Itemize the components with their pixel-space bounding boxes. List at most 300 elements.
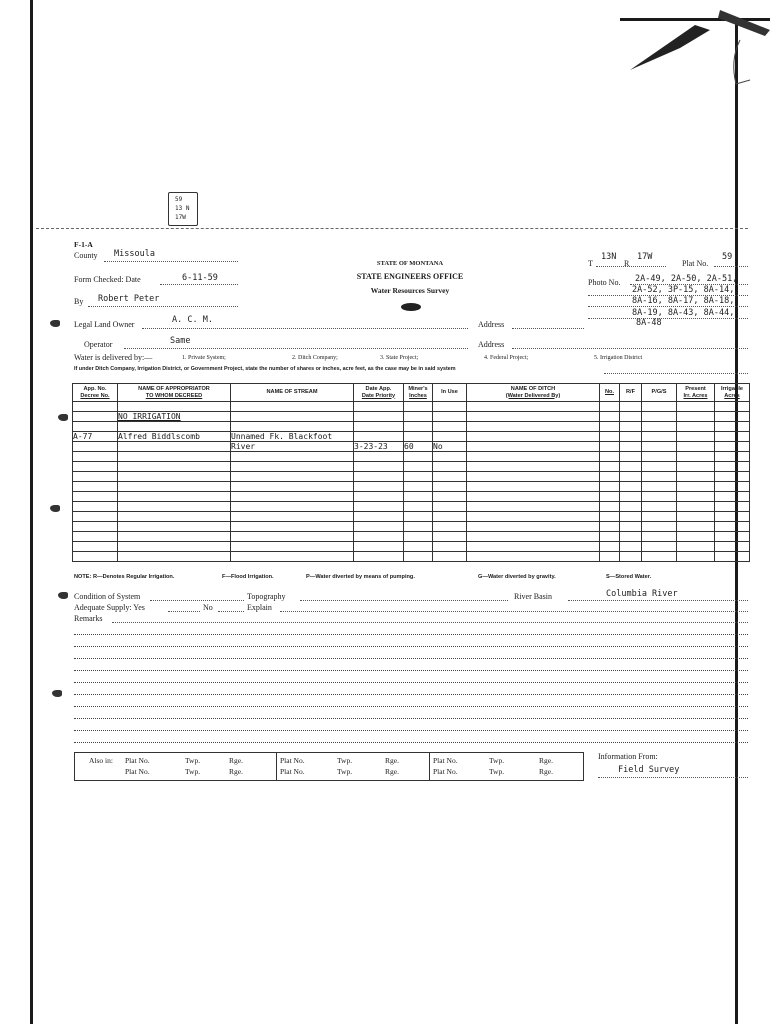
table-row [73, 472, 750, 482]
cell-miners-inches [404, 422, 433, 432]
cell-present-acres [677, 472, 715, 482]
cell-miners-inches [404, 532, 433, 542]
cell-miners-inches [404, 482, 433, 492]
table-row [73, 482, 750, 492]
cell-pgs [642, 462, 677, 472]
cell-rf [620, 522, 642, 532]
cell-appropriator [118, 542, 231, 552]
cell-appropriator [118, 422, 231, 432]
cell-present-acres [677, 452, 715, 462]
cell-app-no [73, 542, 118, 552]
cell-stream [231, 512, 354, 522]
rge-label: Rge. [385, 756, 399, 765]
cell-date-app [354, 412, 404, 422]
cell-rf [620, 492, 642, 502]
rge-label: Rge. [229, 767, 243, 776]
cell-ditch [467, 512, 600, 522]
cell-ditch [467, 522, 600, 532]
cell-date-app [354, 462, 404, 472]
cell-rf [620, 462, 642, 472]
table-row [73, 532, 750, 542]
by-label: By [74, 297, 84, 306]
photo-value-4: 8A-19, 8A-43, 8A-44, [632, 308, 735, 318]
cell-date-app [354, 502, 404, 512]
option-private-system: 1. Private System; [182, 355, 226, 361]
remarks-line [74, 706, 748, 707]
rge-label: Rge. [229, 756, 243, 765]
operator-address-label: Address [478, 340, 505, 349]
cell-stream [231, 412, 354, 422]
information-line [598, 777, 748, 778]
binder-hole-mark [50, 505, 60, 512]
table-row [73, 492, 750, 502]
note-regular: NOTE: R—Denotes Regular Irrigation. [74, 574, 175, 580]
cell-date-app [354, 542, 404, 552]
river-basin-label: River Basin [514, 592, 552, 601]
cell-in-use [433, 502, 467, 512]
cell-no [600, 522, 620, 532]
cell-no [600, 482, 620, 492]
r-label: R [624, 259, 630, 268]
photo-label: Photo No. [588, 278, 621, 287]
form-code: F-1-A [74, 240, 93, 249]
cell-present-acres [677, 552, 715, 562]
also-in-box [74, 752, 584, 781]
form-checked-date: 6-11-59 [182, 273, 218, 283]
plat-stamp [168, 192, 198, 226]
cell-pgs [642, 512, 677, 522]
option-federal-project: 4. Federal Project; [484, 355, 529, 361]
header-survey: Water Resources Survey [370, 286, 450, 295]
note-stored: S—Stored Water. [606, 574, 652, 580]
county-label: County [74, 251, 98, 260]
table-row [73, 412, 750, 422]
binder-hole-mark [58, 592, 68, 599]
operator-label: Operator [84, 340, 113, 349]
cell-appropriator: NO IRRIGATION [118, 412, 231, 422]
ditch-instruction-line [604, 373, 748, 374]
table-header-row [73, 384, 750, 402]
cell-miners-inches: 60 [404, 442, 433, 452]
cell-rf [620, 432, 642, 442]
cell-no [600, 462, 620, 472]
cell-appropriator [118, 522, 231, 532]
photo-line-3 [588, 306, 748, 307]
cell-present-acres [677, 492, 715, 502]
plat-label: Plat No. [125, 767, 150, 776]
river-basin-value: Columbia River [606, 589, 678, 599]
cell-irrigable-acres [715, 432, 750, 442]
cell-pgs [642, 522, 677, 532]
cell-pgs [642, 532, 677, 542]
header-stream: NAME OF STREAM [231, 384, 354, 402]
cell-pgs [642, 542, 677, 552]
cell-stream [231, 522, 354, 532]
cell-irrigable-acres [715, 532, 750, 542]
appropriation-table [72, 383, 750, 562]
cell-appropriator [118, 462, 231, 472]
photo-value-3: 8A-16, 8A-17, 8A-18, [632, 296, 735, 306]
cell-miners-inches [404, 552, 433, 562]
owner-address-label: Address [478, 320, 505, 329]
cell-no [600, 542, 620, 552]
explain-label: Explain [247, 603, 272, 612]
cell-no [600, 442, 620, 452]
cell-app-no [73, 482, 118, 492]
cell-irrigable-acres [715, 502, 750, 512]
cell-in-use [433, 462, 467, 472]
cell-ditch [467, 542, 600, 552]
plat-line [714, 266, 748, 267]
cell-app-no [73, 512, 118, 522]
table-row [73, 522, 750, 532]
cell-date-app [354, 422, 404, 432]
cell-app-no [73, 402, 118, 412]
cell-present-acres [677, 542, 715, 552]
condition-label: Condition of System [74, 592, 141, 601]
plat-label: Plat No. [433, 756, 458, 765]
cell-no [600, 502, 620, 512]
cell-irrigable-acres [715, 462, 750, 472]
cell-in-use [433, 452, 467, 462]
cell-stream [231, 422, 354, 432]
cell-present-acres [677, 482, 715, 492]
cell-app-no [73, 452, 118, 462]
cell-irrigable-acres [715, 512, 750, 522]
note-flood: F—Flood Irrigation. [222, 574, 274, 580]
cell-pgs [642, 402, 677, 412]
table-row [73, 542, 750, 552]
cell-pgs [642, 472, 677, 482]
table-row [73, 452, 750, 462]
date-line [160, 284, 238, 285]
operator-address-line [512, 348, 748, 349]
cell-date-app: 3-23-23 [354, 442, 404, 452]
cell-present-acres [677, 512, 715, 522]
rge-label: Rge. [539, 767, 553, 776]
cell-pgs [642, 422, 677, 432]
note-pumping: P—Water diverted by means of pumping. [306, 574, 415, 580]
condition-line [150, 600, 244, 601]
owner-address-line [512, 328, 584, 329]
cell-ditch [467, 502, 600, 512]
plat-label: Plat No. [280, 756, 305, 765]
header-pgs: P/G/S [642, 384, 677, 402]
operator-line [124, 348, 468, 349]
cell-irrigable-acres [715, 482, 750, 492]
information-from-label: Information From: [598, 752, 658, 761]
twp-label: Twp. [185, 767, 201, 776]
cell-irrigable-acres [715, 542, 750, 552]
option-irrigation-district: 5. Irrigation District [594, 355, 643, 361]
operator-value: Same [170, 336, 191, 346]
no-label: No [203, 603, 213, 612]
cell-present-acres [677, 522, 715, 532]
cell-miners-inches [404, 502, 433, 512]
remarks-line [74, 658, 748, 659]
cell-present-acres [677, 432, 715, 442]
header-miners-inches: Miner's Inches [404, 384, 433, 402]
stamp-line-1: 59 [175, 196, 183, 203]
remarks-line [74, 694, 748, 695]
cell-rf [620, 412, 642, 422]
header-irrigable-acres: Irrigable Acres [715, 384, 750, 402]
cell-stream [231, 552, 354, 562]
cell-appropriator [118, 402, 231, 412]
left-page-edge [30, 0, 33, 1024]
cell-rf [620, 452, 642, 462]
topography-line [300, 600, 508, 601]
cell-date-app [354, 482, 404, 492]
cell-miners-inches [404, 452, 433, 462]
ditch-instruction: If under Ditch Company, Irrigation District, or Government Project, state the number of shares or inches, acre feet, as the case may be in said system [74, 366, 456, 372]
cell-app-no [73, 462, 118, 472]
cell-stream [231, 492, 354, 502]
cell-no [600, 552, 620, 562]
by-value: Robert Peter [98, 294, 160, 304]
cell-date-app [354, 402, 404, 412]
cell-pgs [642, 442, 677, 452]
cell-no [600, 472, 620, 482]
cell-stream [231, 462, 354, 472]
cell-app-no: A-77 [73, 432, 118, 442]
cell-appropriator: Alfred Biddlscomb [118, 432, 231, 442]
adequate-supply-label: Adequate Supply: Yes [74, 603, 145, 612]
cell-app-no [73, 532, 118, 542]
cell-miners-inches [404, 522, 433, 532]
table-row [73, 442, 750, 452]
r-value: 17W [637, 252, 653, 262]
table-row [73, 402, 750, 412]
cell-miners-inches [404, 542, 433, 552]
cell-present-acres [677, 462, 715, 472]
cell-irrigable-acres [715, 422, 750, 432]
cell-pgs [642, 412, 677, 422]
remarks-line [74, 730, 748, 731]
cell-pgs [642, 552, 677, 562]
cell-rf [620, 502, 642, 512]
cell-ditch [467, 482, 600, 492]
cell-miners-inches [404, 402, 433, 412]
table-row [73, 512, 750, 522]
cell-stream [231, 452, 354, 462]
header-appropriator: NAME OF APPROPRIATOR TO WHOM DECREED [118, 384, 231, 402]
stamp-line-3: 17W [175, 214, 186, 221]
cell-no [600, 422, 620, 432]
cell-rf [620, 552, 642, 562]
cell-ditch [467, 412, 600, 422]
cell-in-use [433, 522, 467, 532]
also-in-divider [276, 753, 277, 780]
cell-stream [231, 502, 354, 512]
cell-date-app [354, 552, 404, 562]
cell-no [600, 492, 620, 502]
cell-in-use [433, 512, 467, 522]
binder-hole-mark [58, 414, 68, 421]
stamp-line-2: 13 N [175, 205, 190, 212]
owner-line [142, 328, 468, 329]
plat-label: Plat No. [280, 767, 305, 776]
plat-value: 59 [722, 252, 733, 262]
remarks-line [112, 622, 748, 623]
cell-ditch [467, 462, 600, 472]
cell-rf [620, 442, 642, 452]
header-state: STATE OF MONTANA [376, 260, 444, 267]
yes-line [168, 611, 200, 612]
cell-no [600, 402, 620, 412]
header-in-use: In Use [433, 384, 467, 402]
cell-in-use [433, 412, 467, 422]
cell-appropriator [118, 492, 231, 502]
cell-ditch [467, 492, 600, 502]
form-checked-label: Form Checked: Date [74, 275, 141, 284]
cell-irrigable-acres [715, 442, 750, 452]
cell-irrigable-acres [715, 452, 750, 462]
cell-app-no [73, 492, 118, 502]
county-value: Missoula [114, 249, 155, 259]
cell-in-use [433, 472, 467, 482]
cell-rf [620, 512, 642, 522]
also-in-divider [429, 753, 430, 780]
cell-miners-inches [404, 472, 433, 482]
delivered-by-label: Water is delivered by:— [74, 353, 153, 362]
remarks-line [74, 682, 748, 683]
cell-no [600, 432, 620, 442]
cell-rf [620, 482, 642, 492]
cell-pgs [642, 432, 677, 442]
cell-ditch [467, 442, 600, 452]
cell-stream [231, 402, 354, 412]
cell-ditch [467, 532, 600, 542]
remarks-line [74, 634, 748, 635]
topography-label: Topography [247, 592, 286, 601]
cell-rf [620, 532, 642, 542]
cell-appropriator [118, 442, 231, 452]
cell-rf [620, 472, 642, 482]
binder-hole-mark [50, 320, 60, 327]
note-gravity: G—Water diverted by gravity. [478, 574, 556, 580]
cell-irrigable-acres [715, 402, 750, 412]
cell-stream [231, 472, 354, 482]
cell-app-no [73, 422, 118, 432]
cell-ditch [467, 432, 600, 442]
twp-label: Twp. [337, 756, 353, 765]
cell-in-use [433, 542, 467, 552]
cell-appropriator [118, 452, 231, 462]
header-date-app: Date App. Date Priority [354, 384, 404, 402]
cell-appropriator [118, 512, 231, 522]
cell-present-acres [677, 402, 715, 412]
cell-rf [620, 402, 642, 412]
cell-ditch [467, 552, 600, 562]
cell-no [600, 452, 620, 462]
explain-line [280, 611, 748, 612]
cell-date-app [354, 432, 404, 442]
cell-app-no [73, 412, 118, 422]
cell-irrigable-acres [715, 522, 750, 532]
cell-appropriator [118, 482, 231, 492]
cell-in-use [433, 402, 467, 412]
cell-present-acres [677, 502, 715, 512]
cell-pgs [642, 492, 677, 502]
torn-corner-mark [600, 0, 770, 100]
binder-hole-mark [52, 690, 62, 697]
cell-irrigable-acres [715, 472, 750, 482]
cell-in-use [433, 482, 467, 492]
header-no: No. [600, 384, 620, 402]
remarks-line [74, 718, 748, 719]
cell-irrigable-acres [715, 412, 750, 422]
cell-date-app [354, 452, 404, 462]
plat-label: Plat No. [682, 259, 709, 268]
by-line [88, 306, 238, 307]
table-row [73, 552, 750, 562]
cell-rf [620, 542, 642, 552]
plat-label: Plat No. [433, 767, 458, 776]
remarks-line [74, 646, 748, 647]
cell-no [600, 532, 620, 542]
cell-miners-inches [404, 432, 433, 442]
twp-label: Twp. [489, 756, 505, 765]
twp-label: Twp. [489, 767, 505, 776]
cell-present-acres [677, 412, 715, 422]
cell-miners-inches [404, 512, 433, 522]
cell-miners-inches [404, 462, 433, 472]
cell-date-app [354, 512, 404, 522]
header-ditch: NAME OF DITCH (Water Delivered By) [467, 384, 600, 402]
table-row [73, 462, 750, 472]
table-row [73, 422, 750, 432]
cell-stream [231, 482, 354, 492]
cell-ditch [467, 472, 600, 482]
cell-date-app [354, 492, 404, 502]
table-row [73, 502, 750, 512]
cell-miners-inches [404, 412, 433, 422]
header-rf: R/F [620, 384, 642, 402]
cell-appropriator [118, 532, 231, 542]
cell-appropriator [118, 552, 231, 562]
twp-label: Twp. [185, 756, 201, 765]
t-value: 13N [601, 252, 617, 262]
cell-rf [620, 422, 642, 432]
cell-present-acres [677, 532, 715, 542]
river-basin-line [568, 600, 748, 601]
rge-label: Rge. [385, 767, 399, 776]
cell-ditch [467, 452, 600, 462]
header-present-acres: Present Irr. Acres [677, 384, 715, 402]
also-in-label: Also in: [89, 756, 113, 765]
cell-app-no [73, 522, 118, 532]
cell-stream: Unnamed Fk. Blackfoot [231, 432, 354, 442]
photo-value-2: 2A-52, 3P-15, 8A-14, [632, 285, 735, 295]
twp-label: Twp. [337, 767, 353, 776]
cell-no [600, 512, 620, 522]
cell-app-no [73, 502, 118, 512]
option-state-project: 3. State Project; [380, 355, 419, 361]
remarks-line [74, 670, 748, 671]
cell-in-use [433, 552, 467, 562]
plat-label: Plat No. [125, 756, 150, 765]
t-label: T [588, 259, 593, 268]
cell-in-use [433, 422, 467, 432]
cell-date-app [354, 522, 404, 532]
option-ditch-company: 2. Ditch Company; [292, 355, 338, 361]
cell-in-use [433, 432, 467, 442]
cell-date-app [354, 532, 404, 542]
remarks-label: Remarks [74, 614, 103, 623]
legal-owner-label: Legal Land Owner [74, 320, 135, 329]
legal-owner-value: A. C. M. [172, 315, 213, 325]
